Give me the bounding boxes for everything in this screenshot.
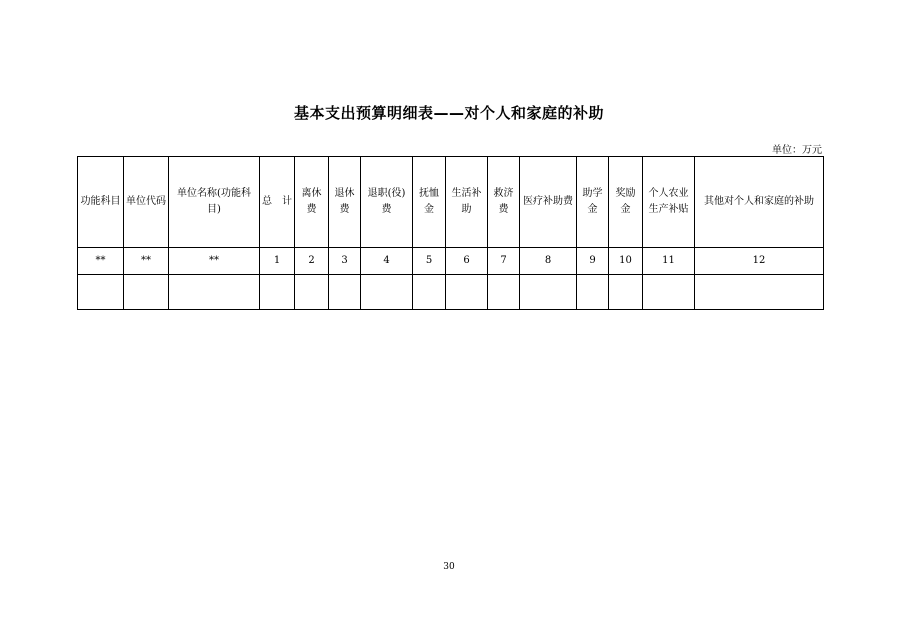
table-cell (260, 275, 295, 310)
table-cell: ** (78, 248, 124, 275)
table-cell (413, 275, 446, 310)
table-cell (124, 275, 169, 310)
column-header: 其他对个人和家庭的补助 (695, 157, 824, 248)
column-header: 功能科目 (78, 157, 124, 248)
table-cell: 10 (609, 248, 643, 275)
column-header: 生活补助 (446, 157, 488, 248)
table-cell (169, 275, 260, 310)
column-header: 抚恤金 (413, 157, 446, 248)
table-cell: 9 (577, 248, 609, 275)
column-header: 医疗补助费 (520, 157, 577, 248)
table-cell: ** (169, 248, 260, 275)
column-header: 单位名称(功能科目) (169, 157, 260, 248)
table-cell (78, 275, 124, 310)
column-header: 离休费 (295, 157, 329, 248)
column-header: 退休费 (329, 157, 361, 248)
table-cell: 8 (520, 248, 577, 275)
table-cell: 4 (361, 248, 413, 275)
table-cell (577, 275, 609, 310)
table-cell: 12 (695, 248, 824, 275)
table-cell (695, 275, 824, 310)
column-header: 奖励金 (609, 157, 643, 248)
table-cell (329, 275, 361, 310)
unit-label: 单位：万元 (772, 145, 822, 156)
column-header: 单位代码 (124, 157, 169, 248)
table-code-row (78, 248, 824, 275)
table-cell (446, 275, 488, 310)
table-cell: 6 (446, 248, 488, 275)
column-header: 个人农业生产补贴 (643, 157, 695, 248)
table-cell: 3 (329, 248, 361, 275)
page-number: 30 (443, 562, 455, 572)
table-cell: ** (124, 248, 169, 275)
table-cell: 2 (295, 248, 329, 275)
column-header: 退职(役)费 (361, 157, 413, 248)
table-cell: 1 (260, 248, 295, 275)
budget-detail-table (77, 156, 824, 310)
table-cell (488, 275, 520, 310)
table-cell (295, 275, 329, 310)
column-header: 助学金 (577, 157, 609, 248)
column-header: 总 计 (260, 157, 295, 248)
table-empty-row (78, 275, 824, 310)
table-cell (361, 275, 413, 310)
table-cell: 5 (413, 248, 446, 275)
table-cell (643, 275, 695, 310)
table-cell: 11 (643, 248, 695, 275)
table-cell (520, 275, 577, 310)
table-cell: 7 (488, 248, 520, 275)
column-header: 救济费 (488, 157, 520, 248)
table-cell (609, 275, 643, 310)
page-title: 基本支出预算明细表——对个人和家庭的补助 (293, 104, 604, 122)
table-header-row (78, 157, 824, 248)
